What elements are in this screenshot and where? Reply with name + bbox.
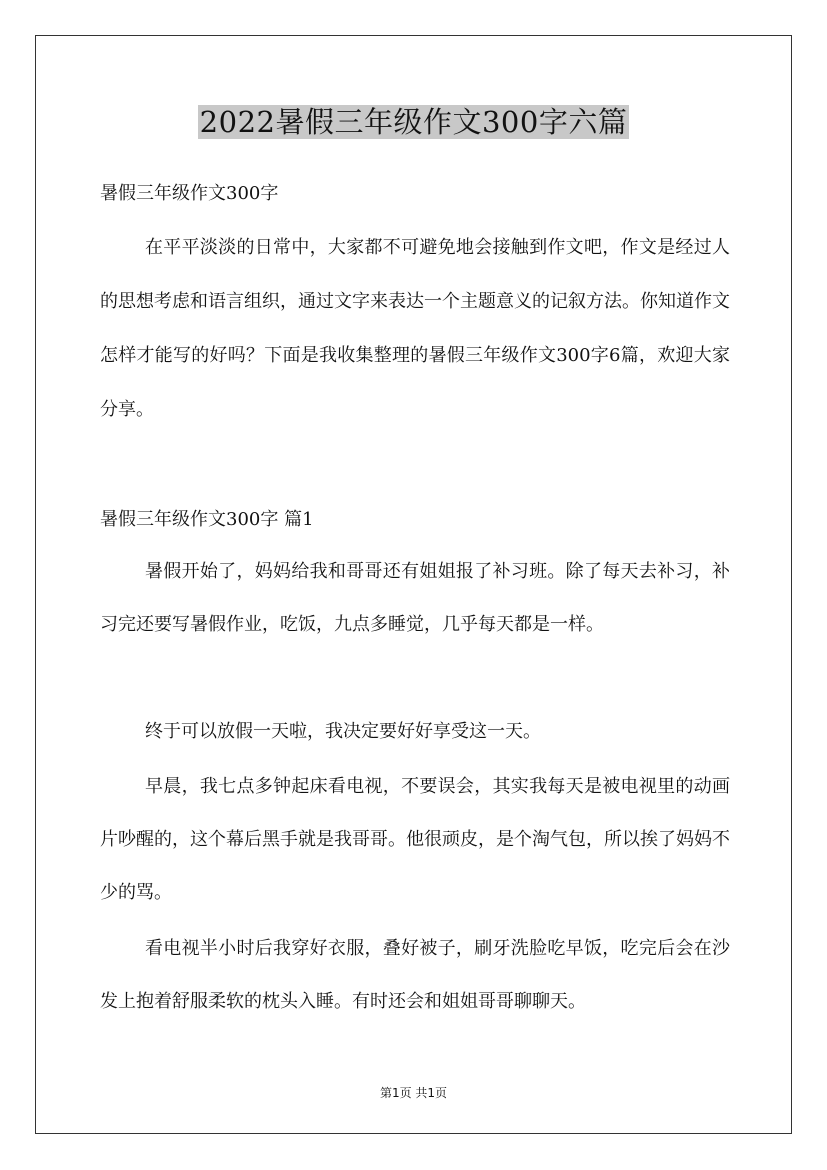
document-title-wrap [0,100,827,144]
body-paragraph-1: 暑假开始了，妈妈给我和哥哥还有姐姐报了补习班。除了每天去补习，补习完还要写暑假作业，吃饭，九点多睡觉，几乎每天都是一样。 [100,561,730,635]
section-heading: 暑假三年级作文300字 [100,183,279,204]
page-footer: 第1页 共1页 [379,1086,448,1100]
body-paragraph-4: 看电视半小时后我穿好衣服，叠好被子，刷牙洗脸吃早饭，吃完后会在沙发上抱着舒服柔软的枕头入睡。有时还会和姐姐哥哥聊聊天。 [100,938,730,1012]
section-heading-article-1: 暑假三年级作文300字 篇1 [100,509,314,530]
body-paragraph-2: 终于可以放假一天啦，我决定要好好享受这一天。 [145,721,541,742]
document-title: 2022暑假三年级作文300字六篇 [199,105,628,139]
intro-paragraph: 在平平淡淡的日常中，大家都不可避免地会接触到作文吧，作文是经过人的思想考虑和语言组织，通过文字来表达一个主题意义的记叙方法。你知道作文怎样才能写的好吗？下面是我收集整理的暑假三年级作文300字6篇，欢迎大家分享。 [100,237,730,420]
body-paragraph-3: 早晨，我七点多钟起床看电视，不要误会，其实我每天是被电视里的动画片吵醒的，这个幕后黑手就是我哥哥。他很顽皮，是个淘气包，所以挨了妈妈不少的骂。 [100,776,730,903]
